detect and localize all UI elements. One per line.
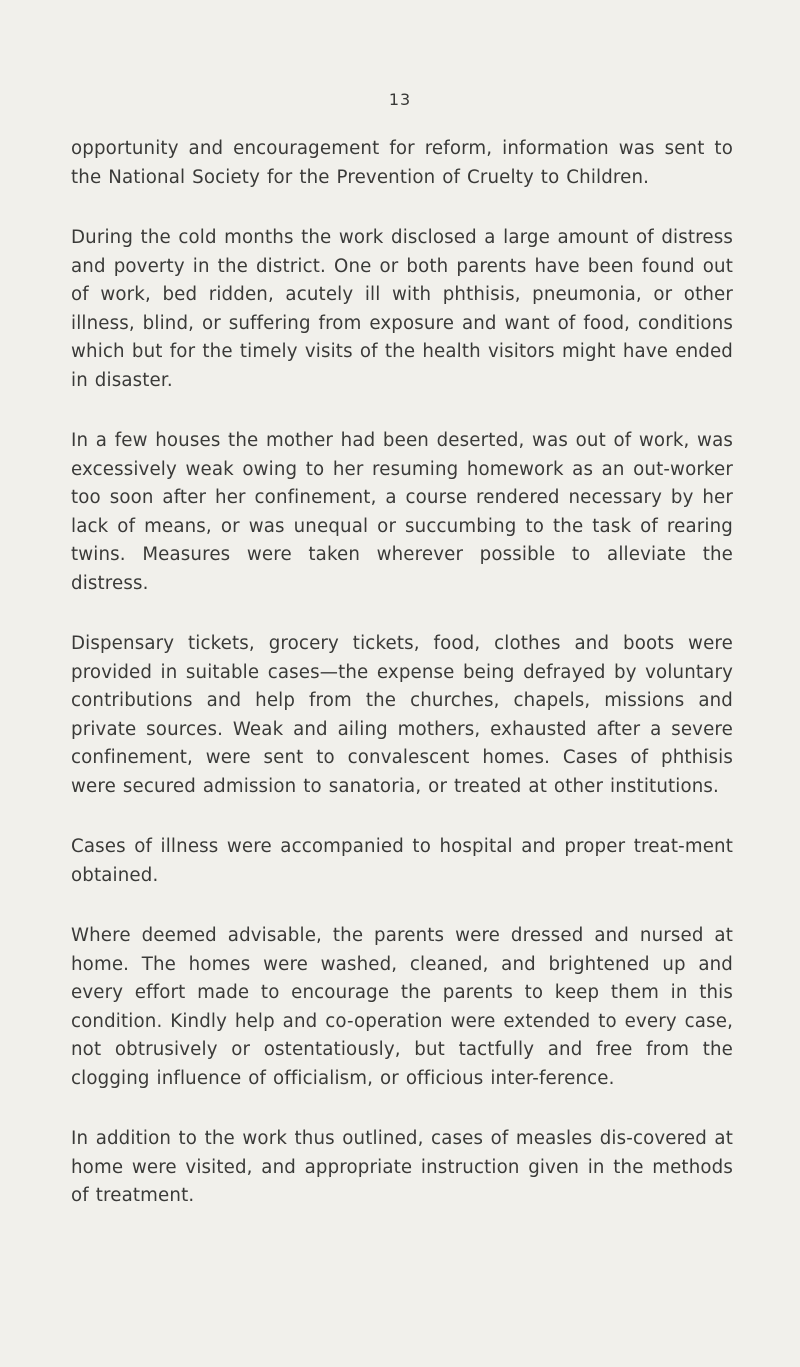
paragraph-7: In addition to the work thus outlined, cases of measles dis-covered at home were visited, and appropriate instruction given in the methods of treatment. [71, 1128, 733, 1206]
paragraph-6: Where deemed advisable, the parents were dressed and nursed at home. The homes were washed, cleaned, and brightened up and every effort made to encourage the parents to keep them in this condition. Kindly help and co-operation were extended to every case, not obtrusively or ostentatiously, but tactfully and free from the clogging influence of officialism, or officious inter-ference. [71, 925, 733, 1089]
body-text [71, 135, 733, 1243]
paragraph-4: Dispensary tickets, grocery tickets, food, clothes and boots were provided in suitable cases—the expense being defrayed by voluntary contributions and help from the churches, chapels, missions and private sources. Weak and ailing mothers, exhausted after a severe confinement, were sent to convalescent homes. Cases of phthisis were secured admission to sanatoria, or treated at other institutions. [71, 633, 733, 797]
paragraph-5: Cases of illness were accompanied to hospital and proper treat-ment obtained. [71, 836, 733, 886]
paragraph-1: opportunity and encouragement for reform, information was sent to the National Society for the Prevention of Cruelty to Children. [71, 138, 733, 188]
paragraph-3: In a few houses the mother had been deserted, was out of work, was excessively weak owing to her resuming homework as an out-worker too soon after her confinement, a course rendered necessary by her lack of means, or was unequal or succumbing to the task of rearing twins. Measures were taken wherever possible to alleviate the distress. [71, 430, 733, 594]
paragraph-2: During the cold months the work disclosed a large amount of distress and poverty in the district. One or both parents have been found out of work, bed ridden, acutely ill with phthisis, pneumonia, or other illness, blind, or suffering from exposure and want of food, conditions which but for the timely visits of the health visitors might have ended in disaster. [71, 227, 733, 391]
page-number: 13 [388, 90, 412, 109]
